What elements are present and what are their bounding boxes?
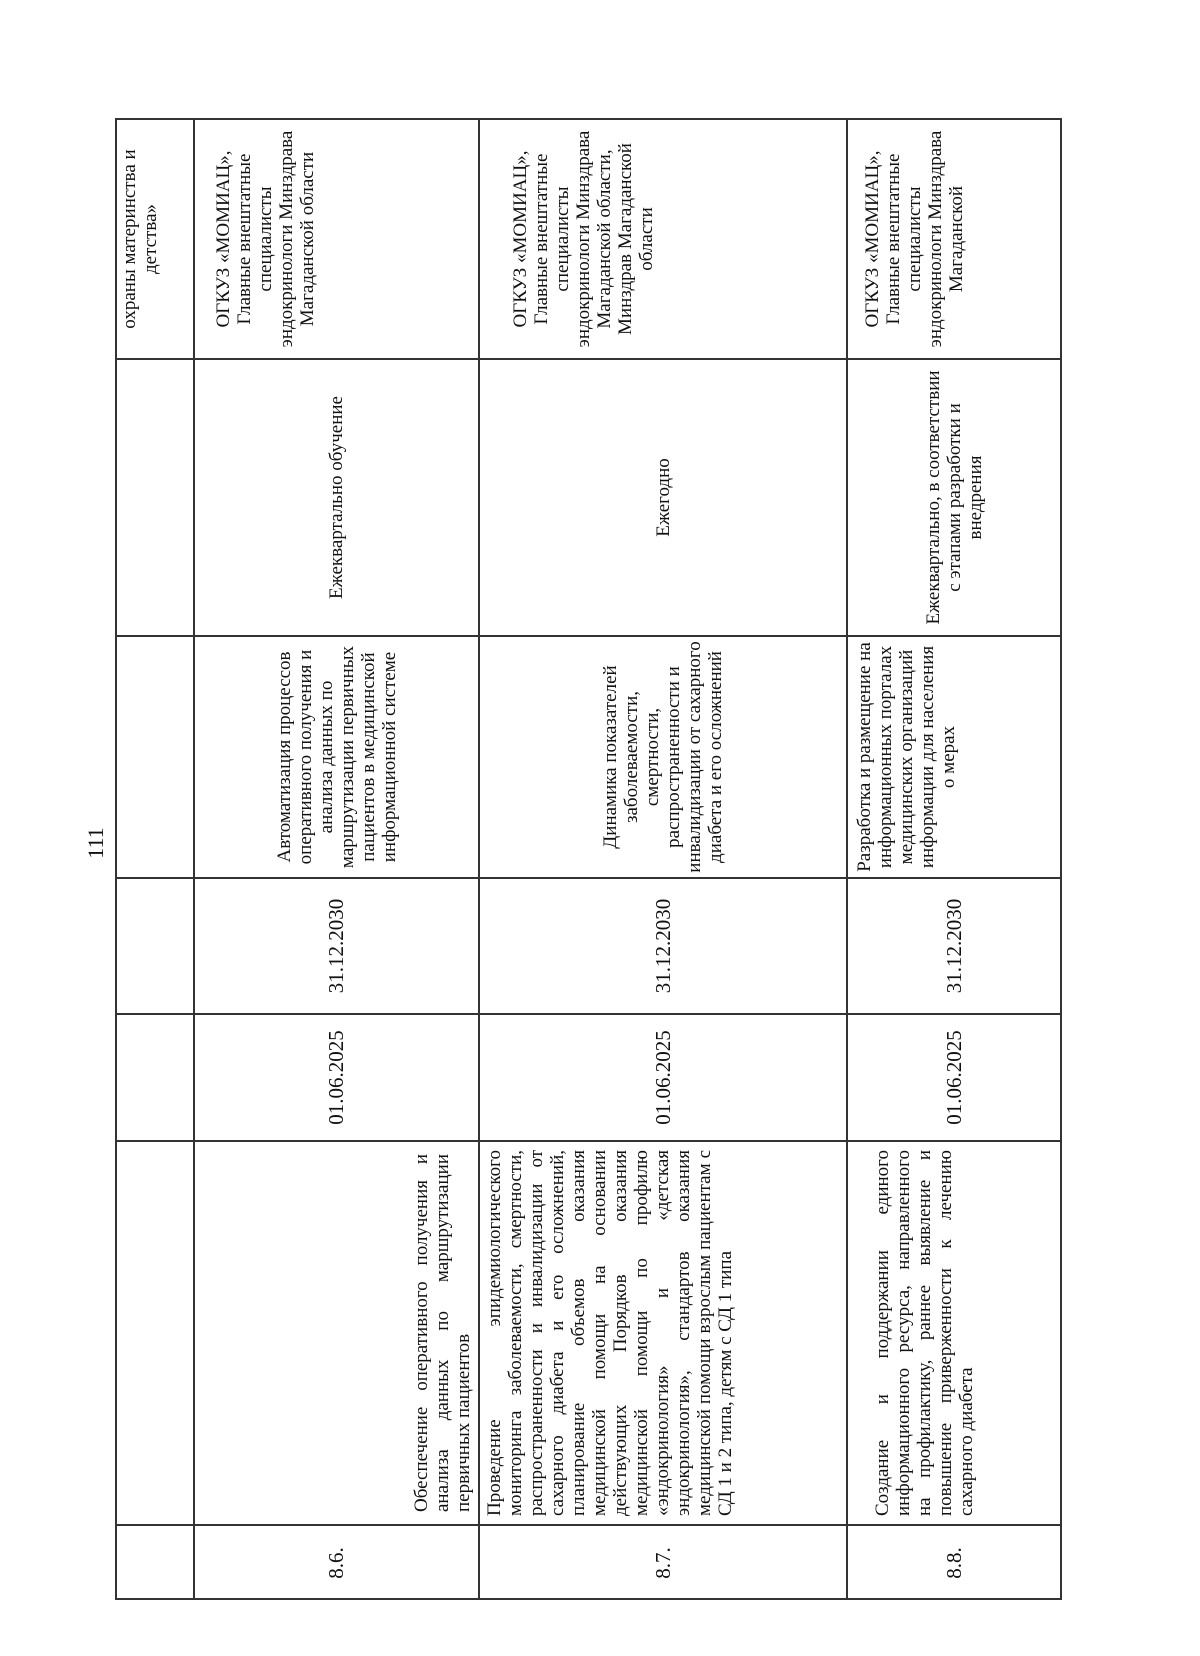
row-frequency: Ежегодно (480, 358, 848, 635)
row-frequency: Ежеквартально, в соответствии с этапами разработки и внедрения (848, 358, 1062, 635)
row-result: Разработка и размещение на информационных порталах медицинских организаций информации для населения о мерах (848, 635, 1062, 877)
row-start-date: 01.06.2025 (480, 1013, 848, 1140)
row-end-date: 31.12.2030 (195, 877, 480, 1013)
row-action: Проведение эпидемиологического мониторинга заболеваемости, смертности, распространенности и инвалидизации от сахарного диабета и его осложнений, планирование объемов оказания медицинской помощи на основании действующих Порядков оказания медицинской помощи по профилю «эндокринология» и «детская эндокринология», стандартов оказания медицинской помощи взрослым пациентам с СД 1 и 2 типа, детям с СД 1 типа (480, 1140, 848, 1524)
row-start-date: 01.06.2025 (848, 1013, 1062, 1140)
row-number: 8.7. (480, 1524, 848, 1600)
cont-action-cell (115, 1140, 195, 1524)
table-viewport (115, 118, 1062, 1600)
cont-start-cell (115, 1013, 195, 1140)
cont-result-cell (115, 635, 195, 877)
row-action: Создание и поддержании единого информационного ресурса, направленного на профилактику, раннее выявление и повышение приверженности к лечению сахарного диабета (848, 1140, 1062, 1524)
row-result: Динамика показателей заболеваемости, смертности, распространенности и инвалидизации от сахарного диабета и его осложнений (480, 635, 848, 877)
row-action (195, 1140, 480, 1524)
row-result: Автоматизация процессов оперативного получения и анализа данных по маршрутизации первичных пациентов в медицинской информационной системе (195, 635, 480, 877)
row-number: 8.8. (848, 1524, 1062, 1600)
cont-num-cell (115, 1524, 195, 1600)
cont-frequency-cell (115, 358, 195, 635)
row-number: 8.6. (195, 1524, 480, 1600)
row-end-date: 31.12.2030 (848, 877, 1062, 1013)
row-end-date: 31.12.2030 (480, 877, 848, 1013)
row-action-text: Обеспечение оперативного получения и анализа данных по маршрутизации первичных пациентов (411, 1154, 474, 1512)
row-responsible: ОГКУЗ «МОМИАЦ», Главные внештатные специалисты эндокринологи Минздрава Магаданской области (195, 118, 480, 358)
page-number: 111 (83, 827, 108, 859)
cont-end-cell (115, 877, 195, 1013)
row-responsible: ОГКУЗ «МОМИАЦ», Главные внештатные специалисты эндокринологи Минздрава Магаданской области, Минздрав Магаданской области (480, 118, 848, 358)
row-responsible: ОГКУЗ «МОМИАЦ», Главные внештатные специалисты эндокринологи Минздрава Магаданской (848, 118, 1062, 358)
row-frequency: Ежеквартально обучение (195, 358, 480, 635)
plan-table (115, 118, 1062, 1600)
cont-responsible-cell: охраны материнства и детства» (115, 118, 195, 358)
row-start-date: 01.06.2025 (195, 1013, 480, 1140)
